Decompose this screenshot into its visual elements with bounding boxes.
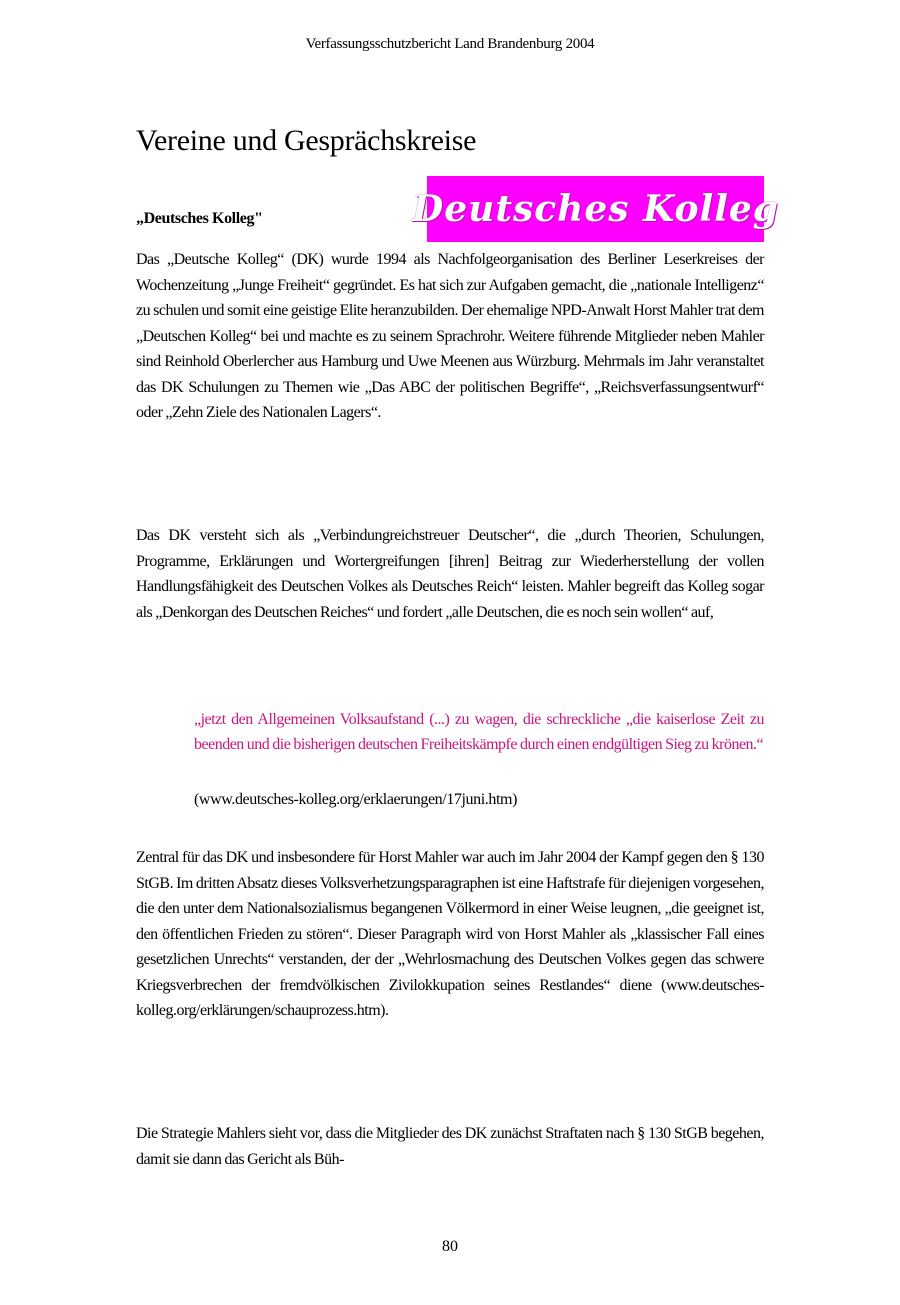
logo-text: Deutsches Kolleg [412, 188, 779, 230]
page-number: 80 [442, 1238, 458, 1255]
paragraph-1: Das „Deutsche Kolleg“ (DK) wurde 1994 als Nachfolgeorganisation des Berliner Leserkreises der Wochenzeitung „Junge Freiheit“ gegründet. Es hat sich zur Aufgaben gemacht, die „nationale Intelligenz“ zu schulen und somit eine geistige Elite heranzubilden. Der ehemalige NPD-Anwalt Horst Mahler trat dem „Deutschen Kolleg“ bei und machte es zu seinem Sprachrohr. Weitere führende Mitglieder neben Mahler sind Reinhold Oberlercher aus Hamburg und Uwe Meenen aus Würzburg. Mehrmals im Jahr veranstaltet das DK Schulungen zu Themen wie „Das ABC der politischen Begriffe“, „Reichsverfassungsentwurf“ oder „Zehn Ziele des Nationalen Lagers“. [136, 251, 764, 421]
running-header: Verfassungsschutzbericht Land Brandenburg 2004 [305, 36, 595, 52]
article-subheading: „Deutsches Kolleg" [136, 210, 263, 227]
paragraph-2: Das DK versteht sich als „Verbindungreichstreuer Deutscher“, die „durch Theorien, Schulungen, Programme, Erklärungen und Wortergreifungen [ihren] Beitrag zur Wiederherstellung der vollen Handlungsfähigkeit des Deutschen Volkes als Deutsches Reich“ leisten. Mahler begreift das Kolleg sogar als „Denkorgan des Deutschen Reiches“ und fordert „alle Deutschen, die es noch sein wollen“ auf, [136, 527, 764, 621]
section-title: Vereine und Gesprächskreise [136, 124, 477, 157]
paragraph-3: Zentral für das DK und insbesondere für Horst Mahler war auch im Jahr 2004 der Kampf gegen den § 130 StGB. Im dritten Absatz dieses Volksverhetzungsparagraphen ist eine Haftstrafe für diejenigen vorgesehen, die den unter dem Nationalsozialismus begangenen Völkermord in einer Weise leugnen, „die geeignet ist, den öffentlichen Frieden zu stören“. Dieser Paragraph wird von Horst Mahler als „klassischer Fall eines gesetzlichen Unrechts“ verstanden, der der „Wehrlosmachung des Deutschen Volkes gegen das schwere Kriegsverbrechen der fremdvölkischen Zivilokkupation seines Restlandes“ diene (www.deutsches-kolleg.org/erklärungen/schauprozess.htm). [136, 849, 764, 1019]
paragraph-4: Die Strategie Mahlers sieht vor, dass die Mitglieder des DK zunächst Straftaten nach § 130 StGB begehen, damit sie dann das Gericht als Büh- [136, 1125, 764, 1168]
deutsches-kolleg-logo [412, 176, 779, 242]
quote-source: (www.deutsches-kolleg.org/erklaerungen/17juni.htm) [194, 791, 518, 808]
block-quote: „jetzt den Allgemeinen Volksaufstand (...) zu wagen, die schreckliche „die kaiserlose Zeit zu beenden und die bisherigen deutschen Freiheitskämpfe durch einen endgültigen Sieg zu krönen.“ [194, 711, 764, 753]
